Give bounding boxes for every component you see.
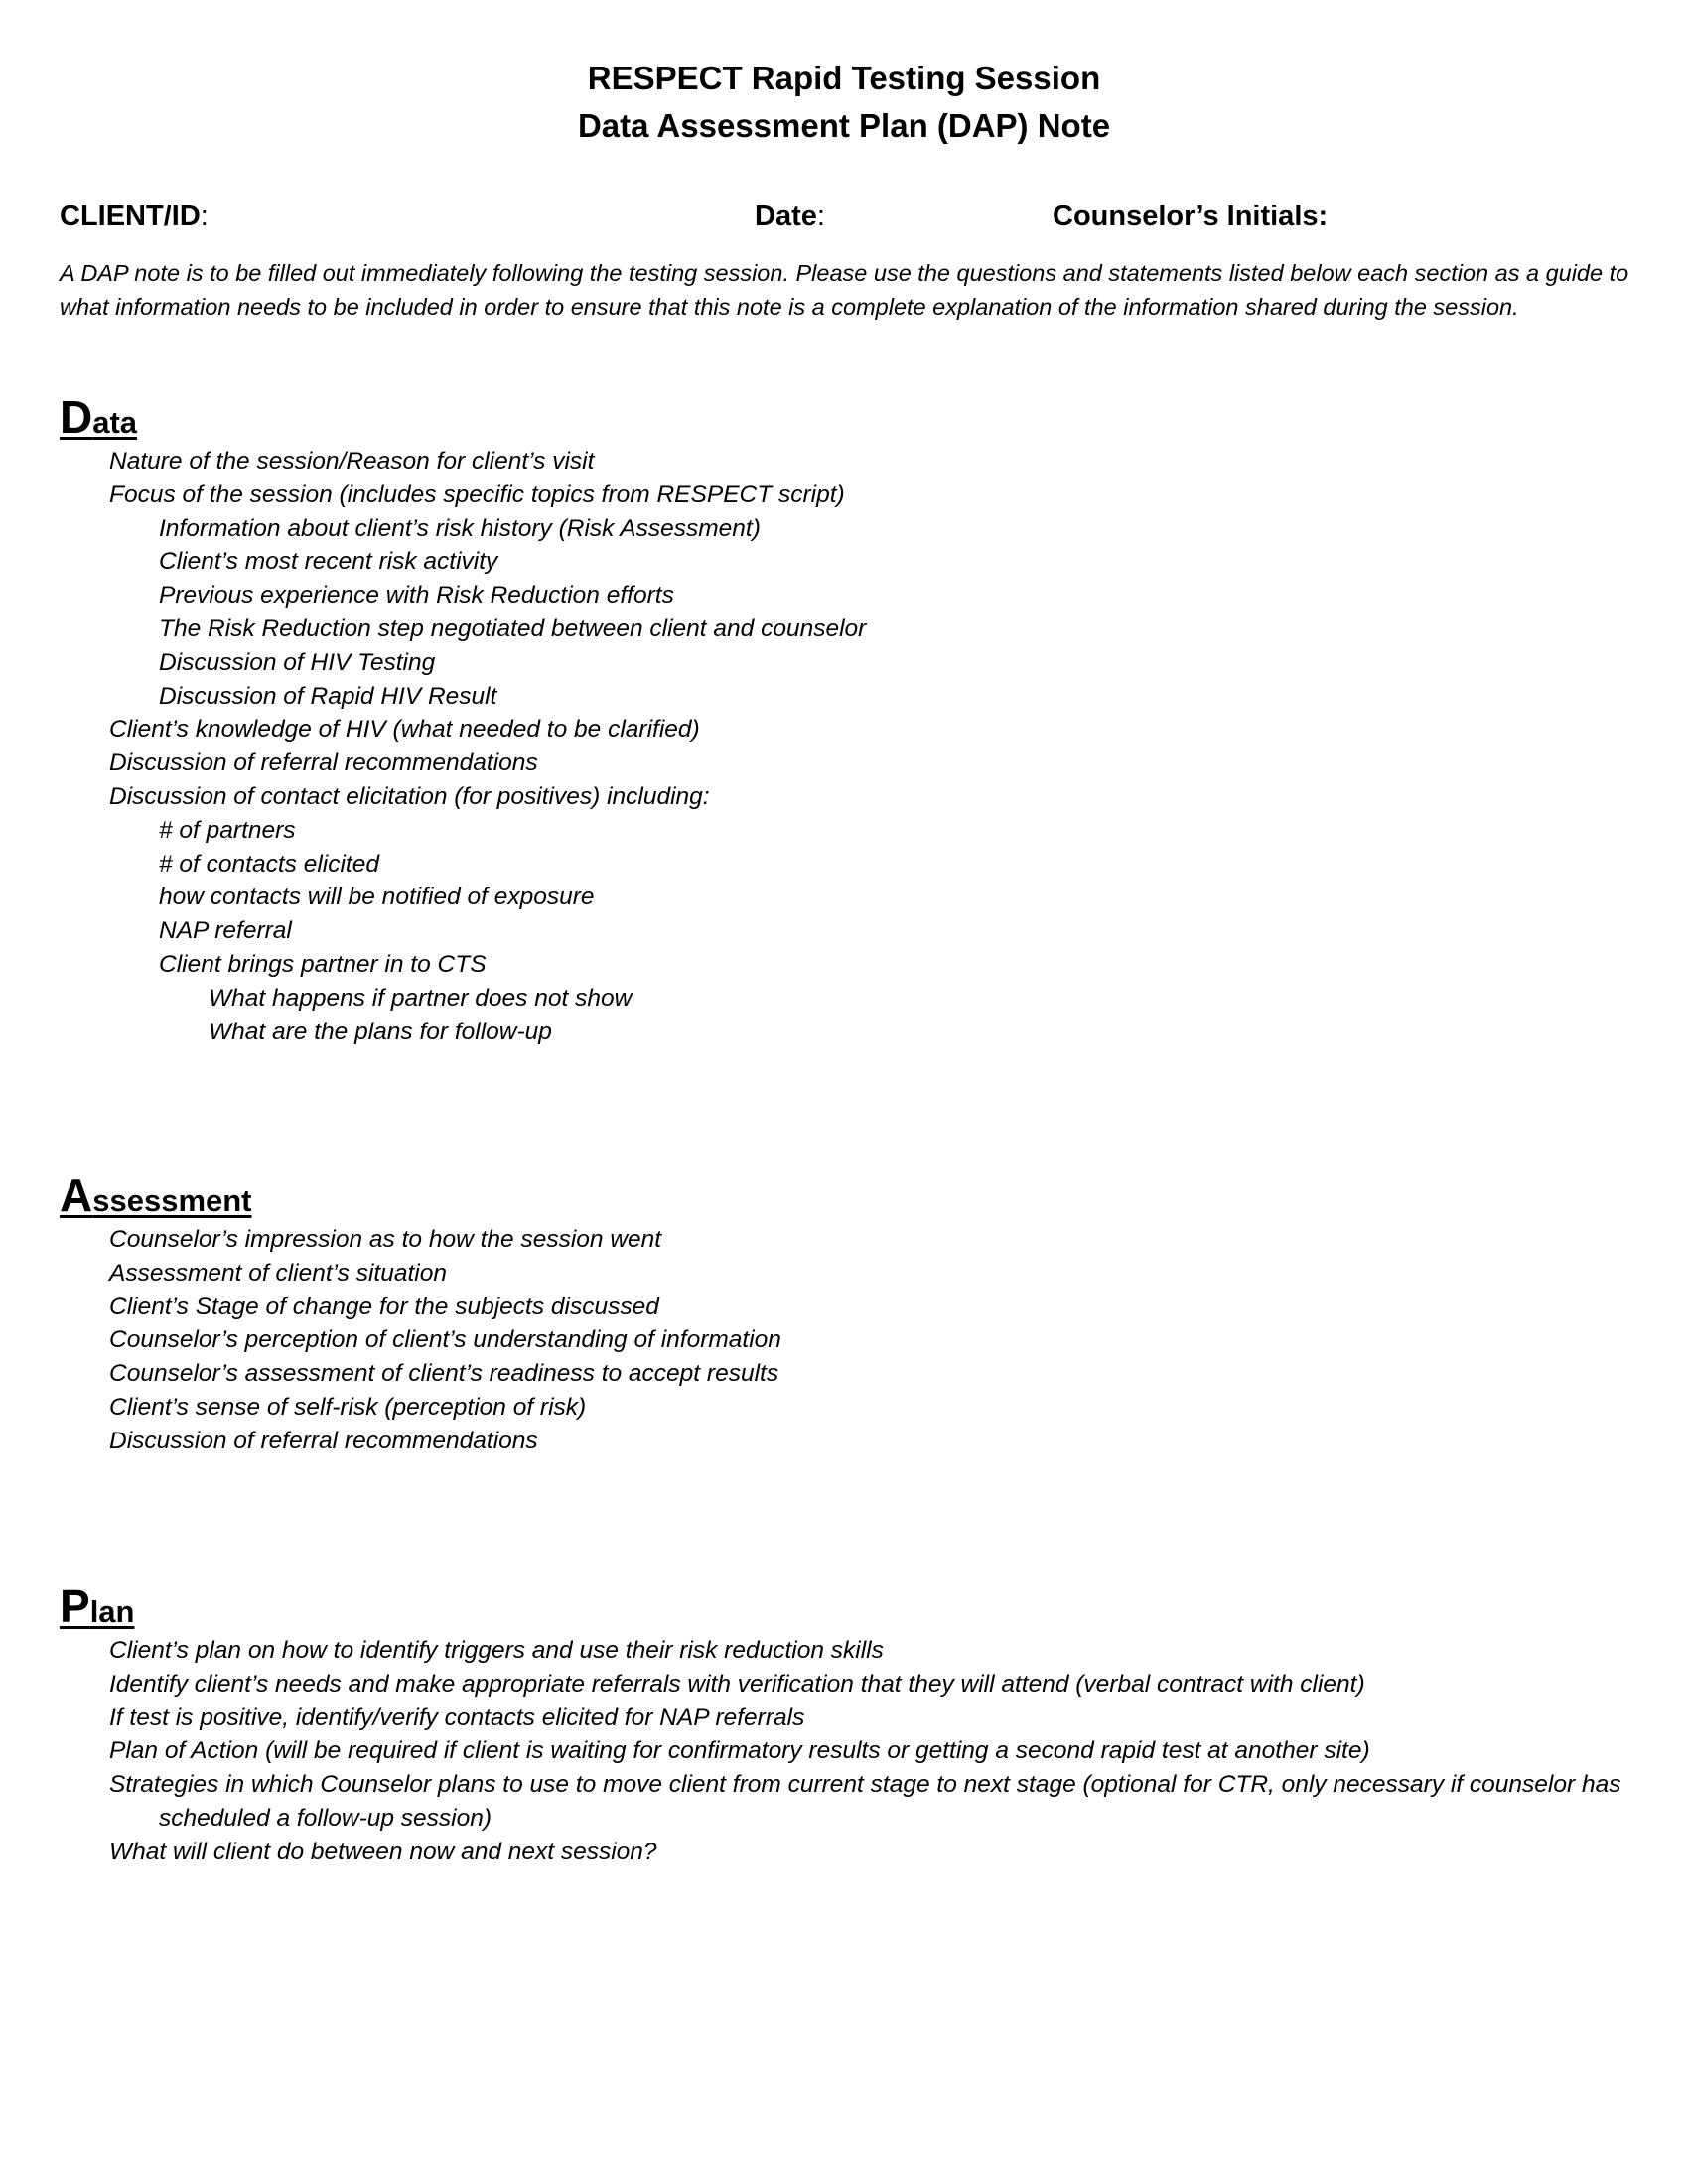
list-item: Counselor’s impression as to how the session went [109,1226,662,1253]
assessment-heading [60,1167,1638,1223]
list-item: Previous experience with Risk Reduction efforts [159,582,674,610]
header-fields [60,195,1638,238]
date-colon: : [816,201,825,232]
client-id-label: CLIENT/ID [60,201,201,232]
data-heading-initial: D [60,391,93,443]
list-item: Discussion of contact elicitation (for positives) including: [109,782,710,810]
plan-heading-initial: P [60,1580,90,1632]
list-item: What are the plans for follow-up [209,1018,552,1045]
client-id-field [60,195,209,238]
list-item: Discussion of Rapid HIV Result [159,682,497,710]
list-item: The Risk Reduction step negotiated between client and counselor [159,614,867,642]
list-item: # of partners [159,816,296,844]
data-heading-rest: ata [92,405,138,440]
document-title [0,55,1688,150]
list-item: Nature of the session/Reason for client’s visit [109,448,595,475]
list-item: What will client do between now and next session? [109,1838,657,1865]
list-item: Focus of the session (includes specific topics from RESPECT script) [109,480,845,508]
date-label: Date [755,201,817,232]
list-item: Discussion of referral recommendations [109,750,538,777]
list-item: Client’s most recent risk activity [159,548,498,576]
title-line-2: Data Assessment Plan (DAP) Note [577,107,1111,144]
counselor-initials-label: Counselor’s Initials: [1053,201,1329,232]
data-heading [60,389,1638,445]
list-item: NAP referral [159,917,292,945]
plan-section [60,1578,1638,1869]
list-item: Discussion of referral recommendations [109,1427,538,1454]
list-item: What happens if partner does not show [209,984,633,1012]
list-item: Client’s knowledge of HIV (what needed to be clarified) [109,716,700,744]
plan-heading-rest: lan [89,1594,135,1629]
intro-paragraph: A DAP note is to be filled out immediately following the testing session. Please use the questions and statements listed below each section as a guide to what information needs to be included in order to ensure that this note is a complete explanation of the information shared during the session. [60,260,1629,320]
plan-heading [60,1578,1638,1634]
list-item: Identify client’s needs and make appropriate referrals with verification that they will attend (verbal contract with client) [109,1670,1365,1698]
date-field [755,195,825,238]
data-section [60,389,1638,1048]
assessment-heading-initial: A [60,1169,93,1221]
list-item: Client brings partner in to CTS [159,950,487,978]
list-item: # of contacts elicited [159,850,379,878]
list-item: Counselor’s perception of client’s understanding of information [109,1326,781,1354]
list-item: Counselor’s assessment of client’s readiness to accept results [109,1360,779,1388]
list-item: how contacts will be notified of exposure [159,884,595,911]
plan-item-list [60,1634,1638,1869]
list-item: If test is positive, identify/verify contacts elicited for NAP referrals [109,1704,805,1731]
assessment-heading-rest: ssessment [92,1183,252,1218]
data-item-list [60,445,1638,1048]
list-item: Plan of Action (will be required if client is waiting for confirmatory results or getting a second rapid test at another site) [109,1737,1370,1765]
list-item: Strategies in which Counselor plans to use to move client from current stage to next stage (optional for CTR, only necessary if counselor has scheduled a follow-up session) [109,1771,1621,1832]
list-item: Client’s sense of self-risk (perception of risk) [109,1393,587,1421]
title-line-1: RESPECT Rapid Testing Session [587,60,1101,96]
assessment-section [60,1167,1638,1458]
list-item: Discussion of HIV Testing [159,648,436,676]
list-item: Client’s plan on how to identify triggers and use their risk reduction skills [109,1637,884,1664]
client-id-colon: : [200,201,209,232]
list-item: Information about client’s risk history (Risk Assessment) [159,514,761,542]
list-item: Client’s Stage of change for the subjects discussed [109,1293,659,1320]
assessment-item-list [60,1223,1638,1458]
list-item: Assessment of client’s situation [109,1259,447,1287]
